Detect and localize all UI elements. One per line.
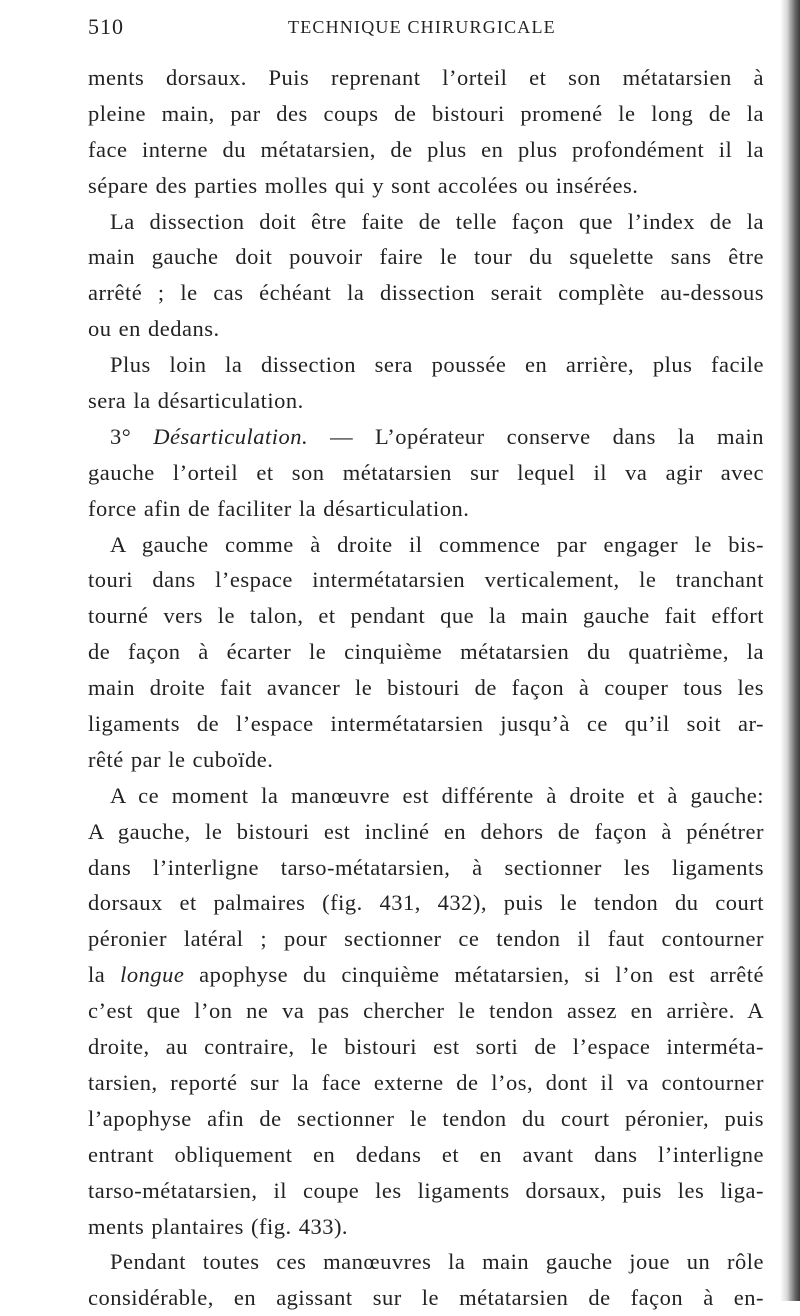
text-line: pleine main, par des coups de bistouri promené le long de la (88, 100, 764, 126)
text-line: considérable, en agissant sur le métatarsien de façon à en- (88, 1285, 764, 1311)
running-head: TECHNIQUE CHIRURGICALE (288, 17, 556, 37)
text-line: dans l’interligne tarso-métatarsien, à sectionner les ligaments (88, 854, 764, 880)
text-line: 3° Désarticulation. — L’opérateur conserve dans la main (110, 423, 765, 449)
text-line: la longue apophyse du cinquième métatarsien, si l’on est arrêté (88, 962, 764, 988)
text-line: force afin de faciliter la désarticulation. (88, 495, 470, 521)
page-number: 510 (88, 14, 124, 39)
text-line: ligaments de l’espace intermétatarsien jusqu’à ce qu’il soit ar- (88, 711, 764, 737)
text-line: péronier latéral ; pour sectionner ce tendon il faut contourner (88, 926, 764, 952)
text-line: Plus loin la dissection sera poussée en arrière, plus facile (110, 352, 764, 378)
text-line: ments dorsaux. Puis reprenant l’orteil et son métatarsien à (88, 65, 764, 90)
text-line: main gauche doit pouvoir faire le tour du squelette sans être (88, 244, 764, 270)
text-line: droite, au contraire, le bistouri est sorti de l’espace interméta- (88, 1034, 764, 1060)
body-text (88, 60, 764, 1316)
text-line: face interne du métatarsien, de plus en plus profondément il la (88, 136, 764, 162)
text-line: A ce moment la manœuvre est différente à droite et à gauche: (110, 782, 764, 808)
page-header (88, 14, 764, 40)
text-line: A gauche comme à droite il commence par engager le bis- (110, 531, 764, 557)
italic-term: Désarticulation. (153, 423, 309, 449)
page-edge-shadow (780, 0, 800, 1301)
text-line: touri dans l’espace intermétatarsien verticalement, le tranchant (88, 567, 764, 593)
text-line: dorsaux et palmaires (fig. 431, 432), puis le tendon du court (88, 890, 764, 916)
text-line: main droite fait avancer le bistouri de façon à couper tous les (88, 675, 764, 701)
text-line: sépare des parties molles qui y sont accolées ou insérées. (88, 172, 639, 198)
text-line: tarso-métatarsien, il coupe les ligaments dorsaux, puis les liga- (88, 1177, 764, 1203)
text-line: A gauche, le bistouri est incliné en dehors de façon à pénétrer (88, 818, 764, 844)
text-line: de façon à écarter le cinquième métatarsien du quatrième, la (88, 639, 764, 665)
text-line: arrêté ; le cas échéant la dissection serait complète au-dessous (88, 280, 764, 306)
text-line: Pendant toutes ces manœuvres la main gauche joue un rôle (110, 1249, 764, 1275)
text-line: gauche l’orteil et son métatarsien sur lequel il va agir avec (88, 459, 764, 485)
text-line: La dissection doit être faite de telle façon que l’index de la (110, 208, 764, 234)
text-line: tarsien, reporté sur la face externe de l’os, dont il va contourner (88, 1069, 764, 1095)
text-line: ou en dedans. (88, 316, 220, 342)
text-line: sera la désarticulation. (88, 388, 304, 414)
text-line: ments plantaires (fig. 433). (88, 1213, 349, 1239)
text-line: l’apophyse afin de sectionner le tendon du court péronier, puis (88, 1105, 764, 1131)
text-line: rêté par le cuboïde. (88, 746, 274, 772)
text-line: entrant obliquement en dedans et en avant dans l’interligne (88, 1141, 764, 1167)
text-line: tourné vers le talon, et pendant que la main gauche fait effort (88, 603, 764, 629)
italic-term: longue (120, 962, 185, 988)
text-line: c’est que l’on ne va pas chercher le tendon assez en arrière. A (88, 998, 764, 1024)
